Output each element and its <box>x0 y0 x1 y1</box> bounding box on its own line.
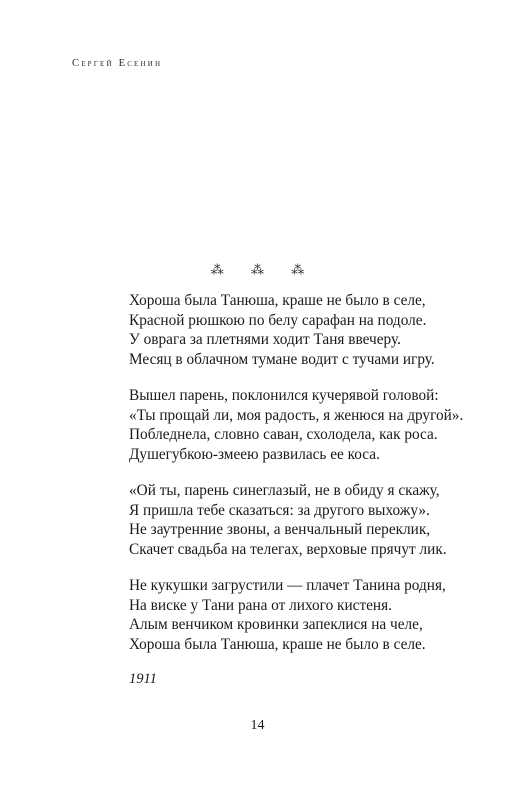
poem-line: Вышел парень, поклонился кучерявой головой: <box>129 387 439 404</box>
poem-line: У оврага за плетнями ходит Таня ввечеру. <box>129 331 401 348</box>
poem-line: Хороша была Танюша, краше не было в селе. <box>129 635 426 653</box>
section-ornament: ⁂ ⁂ ⁂ <box>210 262 317 277</box>
poem-line: Душегубкою-змеею развилась ее коса. <box>129 445 380 463</box>
poem-line: Не заутренние звоны, а венчальный переклик, <box>129 521 431 538</box>
poem-line: «Ой ты, парень синеглазый, не в обиду я скажу, <box>129 482 440 499</box>
running-head: Сергей Есенин <box>72 58 163 69</box>
poem-line: Красной рюшкою по белу сарафан на подоле. <box>129 311 427 329</box>
poem-line: На виске у Тани рана от лихого кистеня. <box>129 596 392 614</box>
poem-line: Я пришла тебе сказаться: за другого выхожу». <box>129 501 430 519</box>
stanza <box>129 481 489 559</box>
poem-line: «Ты прощай ли, моя радость, я женюся на другой». <box>129 406 464 424</box>
poem-line: Месяц в облачном тумане водит с тучами игру. <box>129 350 435 368</box>
poem-line: Не кукушки загрустили — плачет Танина родня, <box>129 577 446 594</box>
stanza <box>129 386 489 464</box>
stanza <box>129 291 489 369</box>
page-number: 14 <box>250 718 265 733</box>
poem-line: Скачет свадьба на телегах, верховые прячут лик. <box>129 540 447 558</box>
poem-line: Алым венчиком кровинки запеклися на челе, <box>129 616 423 633</box>
poem <box>129 291 489 688</box>
stanza <box>129 576 489 654</box>
poem-line: Побледнела, словно саван, схолодела, как роса. <box>129 426 438 443</box>
poem-date: 1911 <box>129 671 157 687</box>
poem-line: Хороша была Танюша, краше не было в селе, <box>129 292 426 309</box>
